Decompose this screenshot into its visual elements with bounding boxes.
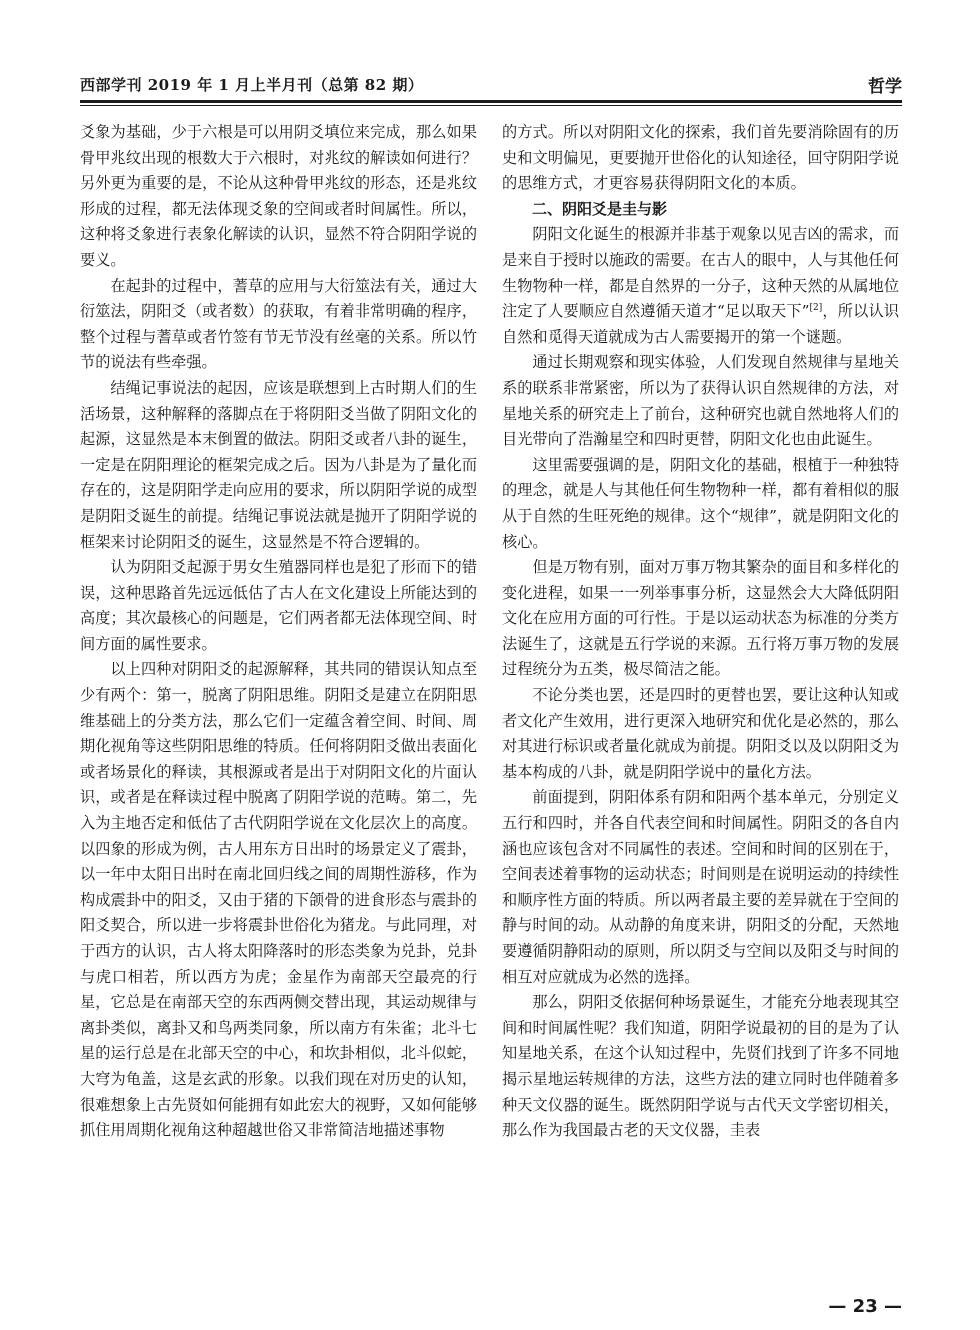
paragraph: 结绳记事说法的起因，应该是联想到上古时期人们的生活场景，这种解释的落脚点在于将阴阳爻当做了阴阳文化的起源，这显然是本末倒置的做法。阴阳爻或者八卦的诞生，一定是在阴阳理论的框架完成之后。因为八卦是为了量化而存在的，这是阴阳学走向应用的要求，所以阴阳学说的成型是阴阳爻诞生的前提。结绳记事说法就是抛开了阴阳学说的框架来讨论阴阳爻的诞生，这显然是不符合逻辑的。 [80,378,477,551]
paragraph: 爻象为基础，少于六根是可以用阴爻填位来完成，那么如果骨甲兆纹出现的根数大于六根时，对兆纹的解读如何进行？另外更为重要的是，不论从这种骨甲兆纹的形态，还是兆纹形成的过程，都无法体现爻象的空间或者时间属性。所以，这种将爻象进行表象化解读的认识，显然不符合阴阳学说的要义。 [80,123,477,269]
right-column [502,120,899,1270]
header-rule-thin [80,105,902,106]
paragraph: 这里需要强调的是，阴阳文化的基础，根植于一种独特的理念，就是人与其他任何生物物种一样，都有着相似的服从于自然的生旺死绝的规律。这个“规律”，就是阴阳文化的核心。 [502,455,899,551]
running-header [80,70,902,98]
paragraph: 通过长期观察和现实体验，人们发现自然规律与星地关系的联系非常紧密，所以为了获得认识自然规律的方法，对星地关系的研究走上了前台，这种研究也就自然地将人们的目光带向了浩瀚星空和四时更替，阴阳文化也由此诞生。 [502,353,899,449]
paragraph-text: 阴阳文化诞生的根源并非基于观象以见吉凶的需求，而是来自于授时以施政的需要。在古人的眼中，人与其他任何生物物种一样，都是自然界的一分子，这种天然的从属地位注定了人要顺应自然遵循天道才“足以取天下” [502,225,899,321]
section-subheading: 二、阴阳爻是圭与影 [532,199,668,218]
paragraph: 在起卦的过程中，蓍草的应用与大衍筮法有关，通过大衍筮法，阴阳爻（或者数）的获取，有着非常明确的程序，整个过程与蓍草或者竹签有节无节没有丝毫的关系。所以竹节的说法有些牵强。 [80,276,477,372]
paragraph: 不论分类也罢，还是四时的更替也罢，要让这种认知或者文化产生效用，进行更深入地研究和优化是必然的，那么对其进行标识或者量化就成为前提。阴阳爻以及以阴阳爻为基本构成的八卦，就是阴阳学说中的量化方法。 [502,686,899,781]
section-title: 哲学 [868,77,902,97]
paragraph: 那么，阴阳爻依据何种场景诞生，才能充分地表现其空间和时间属性呢？我们知道，阴阳学说最初的目的是为了认知星地关系，在这个认知过程中，先贤们找到了许多不同地揭示星地运转规律的方法，这些方法的建立同时也伴随着多种天文仪器的诞生。既然阴阳学说与古代天文学密切相关，那么作为我国最古老的天文仪器，圭表 [502,993,899,1140]
page-number: — 23 — [828,1296,902,1317]
citation-ref: [2] [809,303,823,314]
paragraph: 但是万物有别，面对万事万物其繁杂的面目和多样化的变化进程，如果一一列举事事分析，这显然会大大降低阴阳文化在应用方面的可行性。于是以运动状态为标准的分类方法诞生了，这就是五行学说的来源。五行将万事万物的发展过程统分为五类，极尽简洁之能。 [502,558,899,679]
paragraph: 的方式。所以对阴阳文化的探索，我们首先要消除固有的历史和文明偏见，更要抛开世俗化的认知途径，回守阴阳学说的思维方式，才更容易获得阴阳文化的本质。 [502,123,899,193]
paragraph-text: ，所以认识自然和觅得天道就成为古人需要揭开的第一个谜题。 [502,302,899,346]
paragraph: 认为阴阳爻起源于男女生殖器同样也是犯了形而下的错误，这种思路首先远远低估了古人在文化建设上所能达到的高度；其次最核心的问题是，它们两者都无法体现空间、时间方面的属性要求。 [80,558,477,653]
header-rule-thick [80,100,902,103]
journal-info: 西部学刊 2019 年 1 月上半月刊（总第 82 期） [80,76,424,94]
paragraph: 前面提到，阴阳体系有阴和阳两个基本单元，分别定义五行和四时，并各自代表空间和时间属性。阴阳爻的各自内涵也应该包含对不同属性的表述。空间和时间的区别在于，空间表述着事物的运动状态；时间则是在说明运动的持续性和顺序性方面的特质。所以两者最主要的差异就在于空间的静与时间的动。从动静的角度来讲，阴阳爻的分配，天然地要遵循阴静阳动的原则，所以阴爻与空间以及阳爻与时间的相互对应就成为必然的选择。 [502,788,899,986]
left-column [80,120,477,1270]
paragraph [502,222,899,350]
paragraph: 以上四种对阴阳爻的起源解释，其共同的错误认知点至少有两个：第一，脱离了阴阳思维。阴阳爻是建立在阴阳思维基础上的分类方法，那么它们一定蕴含着空间、时间、周期化视角等这些阴阳思维的特质。任何将阴阳爻做出表面化或者场景化的释读，其根源或者是出于对阴阳文化的片面认识，或者是在释读过程中脱离了阴阳学说的范畴。第二，先入为主地否定和低估了古代阴阳学说在文化层次上的高度。以四象的形成为例，古人用东方日出时的场景定义了震卦，以一年中太阳日出时在南北回归线之间的周期性游移，作为构成震卦中的阳爻，又由于猪的下颌骨的进食形态与震卦的阳爻契合，所以进一步将震卦世俗化为猪龙。与此同理，对于西方的认识，古人将太阳降落时的形态类象为兑卦，兑卦与虎口相若，所以西方为虎；金星作为南部天空最亮的行星，它总是在南部天空的东西两侧交替出现，其运动规律与离卦类似，离卦又和鸟两类同象，所以南方有朱雀；北斗七星的运行总是在北部天空的中心，和坎卦相似，北斗似蛇，大穹为龟盖，这是玄武的形象。以我们现在对历史的认知，很难想象上古先贤如何能拥有如此宏大的视野，又如何能够抓住用周期化视角这种超越世俗又非常简洁地描述事物 [80,660,477,1140]
